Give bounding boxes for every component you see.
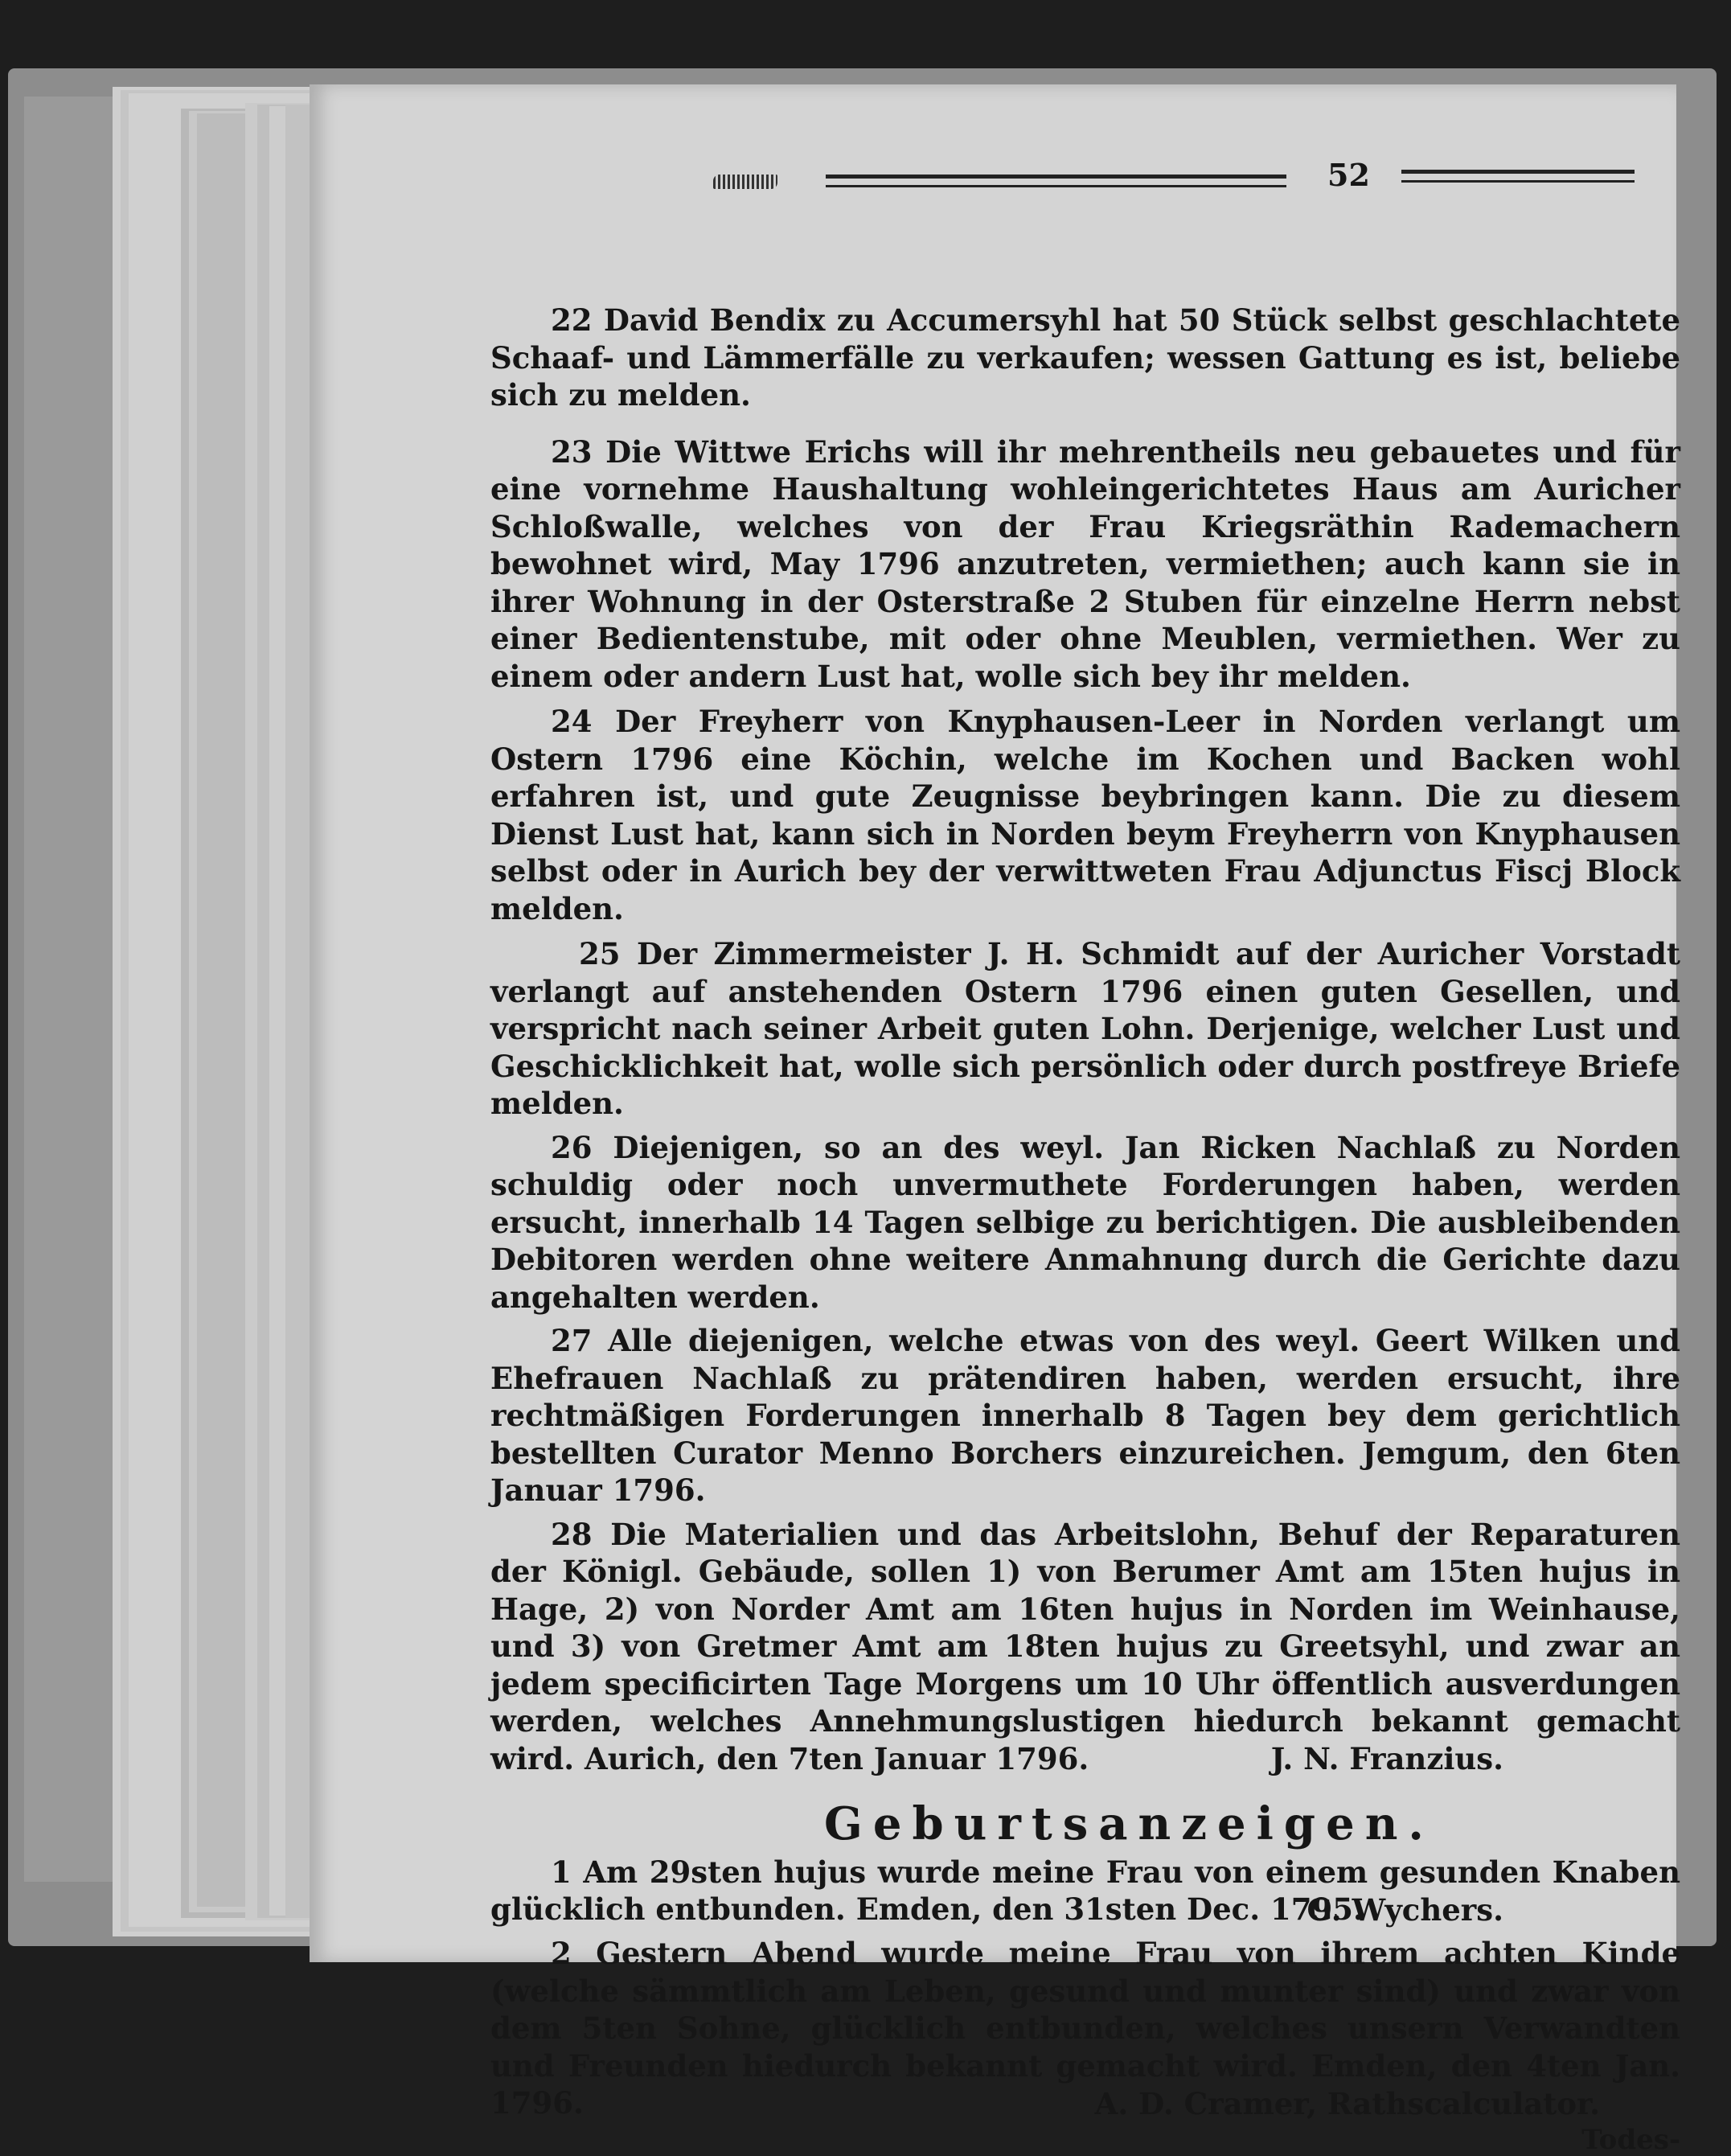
notice-number: 28 [551,1516,593,1552]
birth-number: 2 [551,1936,572,1971]
birth-number: 1 [551,1854,572,1890]
notice-number: 25 [579,936,621,971]
notice-22 [229,302,1680,414]
notice-number: 23 [551,433,593,470]
page-number: 52 [1327,157,1370,193]
notice-text: Diejenigen, so an des weyl. Jan Ricken Nachlaß zu Norden schuldig oder noch unvermuthete Forderungen haben, werden ersucht, innerhalb 14 Tagen selbige zu berichtigen. Die ausbleibenden Debitoren werden ohne weitere Anmahnung durch die Gerichte dazu angehalten werden. [490,1129,1680,1315]
notice-signature: J. N. Franzius. [1270,1741,1503,1776]
notice-number: 22 [551,302,593,338]
notice-24 [229,703,1680,927]
birth-2 [229,1935,1680,2122]
birth-text: Gestern Abend wurde meine Frau von ihrem achten Kinde (welche sämmtlich am Leben, gesund und munter sind) und zwar von dem 5ten Sohne, glücklich entbunden, welches unsern Verwandten und Freunden hiedurch bekannt gemacht wird. Emden, den 4ten Jan. 1796. [490,1936,1680,2121]
notice-text: Die Wittwe Erichs will ihr mehrentheils neu gebauetes und für eine vornehme Haushaltung wohleingerichtetes Haus am Auricher Schloßwalle, welches von der Frau Kriegsräthin Rademachern bewohnet wird, May 1796 anzutreten, vermiethen; auch kann sie in ihrer Wohnung in der Osterstraße 2 Stuben für einzelne Herrn nebst einer Bedientenstube, mit oder ohne Meublen, vermiethen. Wer zu einem oder andern Lust hat, wolle sich bey ihr melden. [490,433,1680,694]
birth-signature: A. D. Cramer, Rathscalculator. [1094,2085,1600,2121]
notice-23 [229,433,1680,696]
catchword: Todes- [1581,2124,1680,2156]
page-content [229,157,1680,2156]
notice-26 [229,1129,1680,1316]
birth-signature: G. Wychers. [1306,1891,1503,1928]
notice-number: 27 [551,1323,593,1358]
birth-text: Am 29sten hujus wurde meine Frau von einem gesunden Knaben glücklich entbunden. Emden, den 31sten Dec. 1795. [490,1854,1680,1927]
header-ornament [713,175,777,189]
notice-text: Der Freyherr von Knyphausen-Leer in Norden verlangt um Ostern 1796 eine Köchin, welche im Kochen und Backen wohl erfahren ist, und gute Zeugnisse beybringen kann. Die zu diesem Dienst Lust hat, kann sich in Norden beym Freyherrn von Knyphausen selbst oder in Aurich bey der verwittweten Frau Adjunctus Fiscj Block melden. [490,704,1680,926]
header-rule-left [826,175,1286,187]
notice-text: Der Zimmermeister J. H. Schmidt auf der Auricher Vorstadt verlangt auf anstehenden Ostern 1796 einen guten Gesellen, und verspricht nach seiner Arbeit guten Lohn. Derjenige, welcher Lust und Geschicklichkeit hat, wolle sich persönlich oder durch postfreye Briefe melden. [490,936,1680,1121]
notice-text: Die Materialien und das Arbeitslohn, Behuf der Reparaturen der Königl. Gebäude, sollen 1) von Berumer Amt am 15ten hujus in Hage, 2) von Norder Amt am 16ten hujus in Norden im Weinhause, und 3) von Gretmer Amt am 18ten hujus zu Greetsyhl, und zwar an jedem specificirten Tage Morgens um 10 Uhr öffentlich ausverdungen werden, welches Annehmungslustigen hiedurch bekannt gemacht wird. Aurich, den 7ten Januar 1796. [490,1516,1680,1776]
notice-28 [229,1516,1680,1778]
notice-number: 24 [551,704,593,739]
header-rule-right [1401,170,1635,183]
notice-text: Alle diejenigen, welche etwas von des weyl. Geert Wilken und Ehefrauen Nachlaß zu prätendiren haben, werden ersucht, ihre rechtmäßigen Forderungen innerhalb 8 Tagen bey dem gerichtlich bestellten Curator Menno Borchers einzureichen. Jemgum, den 6ten Januar 1796. [490,1323,1680,1508]
notice-text: David Bendix zu Accumersyhl hat 50 Stück selbst geschlachtete Schaaf- und Lämmerfälle zu verkaufen; wessen Gattung es ist, beliebe sich zu melden. [490,302,1680,413]
notice-27 [229,1322,1680,1509]
section-title-births: Geburtsanzeigen. [824,1797,1434,1850]
birth-1 [229,1854,1680,1929]
notice-25 [229,935,1680,1123]
notice-number: 26 [551,1129,593,1165]
page-header [229,157,1680,205]
